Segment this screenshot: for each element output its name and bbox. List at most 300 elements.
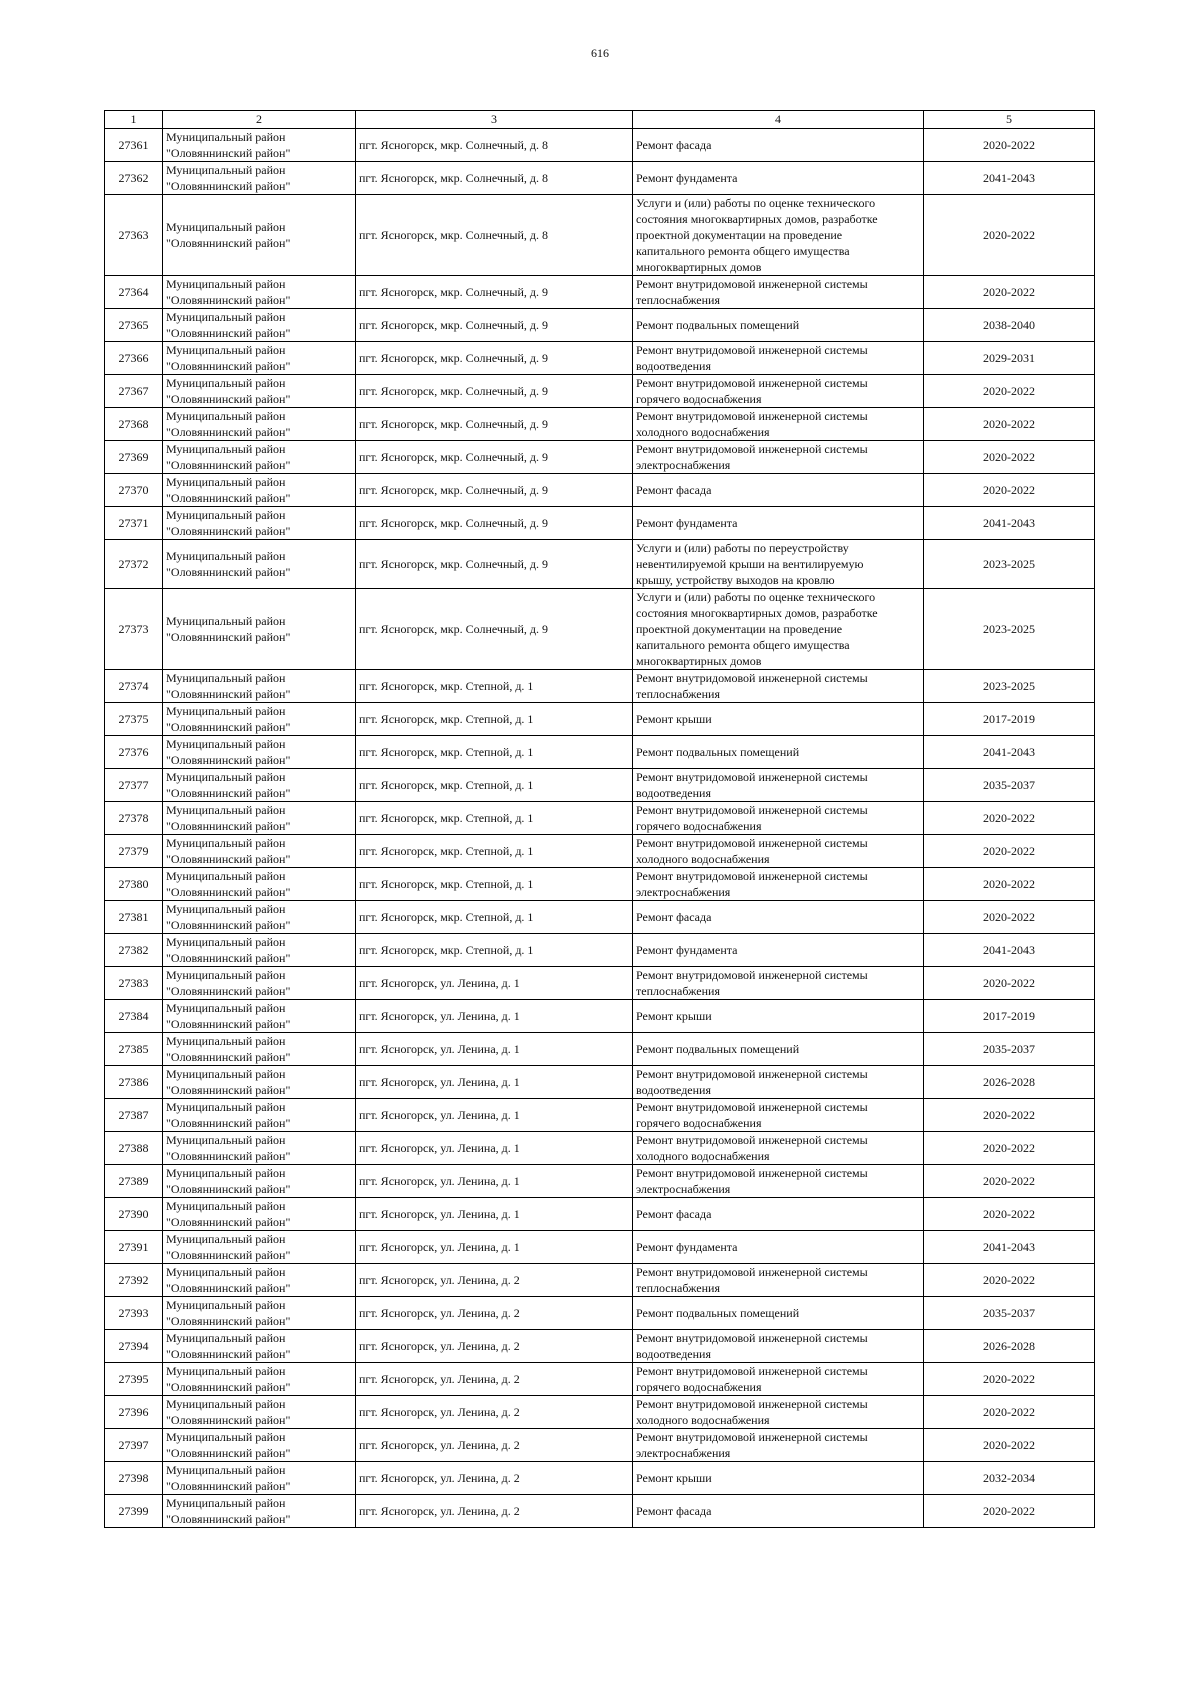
row-number-cell: 27388	[105, 1132, 163, 1165]
municipality-cell	[163, 1429, 356, 1462]
row-number-cell: 27391	[105, 1231, 163, 1264]
municipality-line: Муниципальный район	[166, 737, 286, 751]
municipality-cell	[163, 1495, 356, 1528]
period-cell: 2020-2022	[924, 1495, 1095, 1528]
work-type-cell	[633, 1231, 924, 1264]
address-cell: пгт. Ясногорск, ул. Ленина, д. 2	[356, 1264, 633, 1297]
work-type-line: Ремонт внутридомовой инженерной системы	[636, 671, 868, 685]
period-cell: 2020-2022	[924, 195, 1095, 276]
municipality-line: Муниципальный район	[166, 770, 286, 784]
work-type-line: Ремонт подвальных помещений	[636, 318, 800, 332]
municipality-line: "Оловяннинский район"	[166, 1446, 291, 1460]
period-cell: 2017-2019	[924, 703, 1095, 736]
municipality-line: "Оловяннинский район"	[166, 1083, 291, 1097]
row-number-cell: 27383	[105, 967, 163, 1000]
work-type-line: Ремонт фасада	[636, 483, 712, 497]
period-cell: 2020-2022	[924, 1396, 1095, 1429]
municipality-cell	[163, 441, 356, 474]
municipality-line: Муниципальный район	[166, 1265, 286, 1279]
municipality-line: Муниципальный район	[166, 475, 286, 489]
work-type-line: состояния многоквартирных домов, разработке	[636, 212, 878, 226]
table-row	[105, 589, 1095, 670]
row-number-cell: 27397	[105, 1429, 163, 1462]
work-type-line: Ремонт фасада	[636, 910, 712, 924]
period-cell: 2020-2022	[924, 868, 1095, 901]
municipality-line: "Оловяннинский район"	[166, 1116, 291, 1130]
row-number-cell: 27361	[105, 129, 163, 162]
address-cell: пгт. Ясногорск, мкр. Солнечный, д. 9	[356, 540, 633, 589]
row-number-cell: 27364	[105, 276, 163, 309]
table-row	[105, 769, 1095, 802]
work-type-cell	[633, 901, 924, 934]
municipality-line: Муниципальный район	[166, 343, 286, 357]
municipality-line: "Оловяннинский район"	[166, 392, 291, 406]
municipality-cell	[163, 1000, 356, 1033]
municipality-cell	[163, 540, 356, 589]
table-row	[105, 835, 1095, 868]
work-type-cell	[633, 540, 924, 589]
municipality-line: "Оловяннинский район"	[166, 1380, 291, 1394]
work-type-line: Ремонт внутридомовой инженерной системы	[636, 1166, 868, 1180]
period-cell: 2041-2043	[924, 736, 1095, 769]
municipality-cell	[163, 901, 356, 934]
work-type-line: Ремонт внутридомовой инженерной системы	[636, 442, 868, 456]
work-type-line: Ремонт внутридомовой инженерной системы	[636, 1133, 868, 1147]
column-header-2: 2	[163, 111, 356, 129]
municipality-cell	[163, 967, 356, 1000]
table-row	[105, 901, 1095, 934]
table-row	[105, 309, 1095, 342]
period-cell: 2020-2022	[924, 276, 1095, 309]
municipality-line: Муниципальный район	[166, 508, 286, 522]
work-type-line: теплоснабжения	[636, 1281, 720, 1295]
work-type-line: водоотведения	[636, 359, 711, 373]
municipality-cell	[163, 162, 356, 195]
municipality-line: Муниципальный район	[166, 1364, 286, 1378]
table-row	[105, 1264, 1095, 1297]
municipality-line: Муниципальный район	[166, 803, 286, 817]
work-type-cell	[633, 589, 924, 670]
period-cell: 2020-2022	[924, 1429, 1095, 1462]
municipality-line: "Оловяннинский район"	[166, 1347, 291, 1361]
work-type-cell	[633, 868, 924, 901]
row-number-cell: 27395	[105, 1363, 163, 1396]
municipality-line: "Оловяннинский район"	[166, 687, 291, 701]
municipality-line: Муниципальный район	[166, 409, 286, 423]
municipality-line: "Оловяннинский район"	[166, 951, 291, 965]
work-type-line: Ремонт подвальных помещений	[636, 1306, 800, 1320]
work-type-line: электроснабжения	[636, 1182, 731, 1196]
address-cell: пгт. Ясногорск, ул. Ленина, д. 1	[356, 1066, 633, 1099]
work-type-cell	[633, 703, 924, 736]
period-cell: 2035-2037	[924, 1297, 1095, 1330]
address-cell: пгт. Ясногорск, мкр. Солнечный, д. 9	[356, 375, 633, 408]
municipality-line: "Оловяннинский район"	[166, 1413, 291, 1427]
period-cell: 2020-2022	[924, 375, 1095, 408]
period-cell: 2020-2022	[924, 441, 1095, 474]
work-type-line: теплоснабжения	[636, 293, 720, 307]
municipality-line: Муниципальный район	[166, 1067, 286, 1081]
work-type-line: Ремонт внутридомовой инженерной системы	[636, 836, 868, 850]
work-type-line: Ремонт внутридомовой инженерной системы	[636, 770, 868, 784]
table-row	[105, 441, 1095, 474]
work-type-line: Ремонт фасада	[636, 138, 712, 152]
period-cell: 2023-2025	[924, 540, 1095, 589]
address-cell: пгт. Ясногорск, мкр. Солнечный, д. 8	[356, 195, 633, 276]
work-type-line: водоотведения	[636, 1083, 711, 1097]
row-number-cell: 27373	[105, 589, 163, 670]
period-cell: 2020-2022	[924, 408, 1095, 441]
work-type-line: горячего водоснабжения	[636, 1116, 762, 1130]
period-cell: 2035-2037	[924, 1033, 1095, 1066]
period-cell: 2041-2043	[924, 1231, 1095, 1264]
row-number-cell: 27398	[105, 1462, 163, 1495]
municipality-line: Муниципальный район	[166, 1298, 286, 1312]
row-number-cell: 27399	[105, 1495, 163, 1528]
address-cell: пгт. Ясногорск, мкр. Степной, д. 1	[356, 868, 633, 901]
municipality-line: Муниципальный район	[166, 1133, 286, 1147]
work-type-line: теплоснабжения	[636, 687, 720, 701]
work-type-line: горячего водоснабжения	[636, 1380, 762, 1394]
table-row	[105, 408, 1095, 441]
municipality-line: Муниципальный район	[166, 310, 286, 324]
table-row	[105, 802, 1095, 835]
municipality-cell	[163, 802, 356, 835]
municipality-cell	[163, 408, 356, 441]
work-type-line: Ремонт подвальных помещений	[636, 1042, 800, 1056]
row-number-cell: 27379	[105, 835, 163, 868]
work-type-cell	[633, 1132, 924, 1165]
row-number-cell: 27396	[105, 1396, 163, 1429]
row-number-cell: 27366	[105, 342, 163, 375]
row-number-cell: 27367	[105, 375, 163, 408]
municipality-line: Муниципальный район	[166, 614, 286, 628]
address-cell: пгт. Ясногорск, ул. Ленина, д. 1	[356, 1099, 633, 1132]
period-cell: 2020-2022	[924, 129, 1095, 162]
municipality-line: "Оловяннинский район"	[166, 984, 291, 998]
municipality-line: "Оловяннинский район"	[166, 1314, 291, 1328]
work-type-cell	[633, 1429, 924, 1462]
page-number: 616	[591, 46, 609, 60]
municipality-line: "Оловяннинский район"	[166, 630, 291, 644]
address-cell: пгт. Ясногорск, мкр. Степной, д. 1	[356, 901, 633, 934]
work-type-cell	[633, 474, 924, 507]
address-cell: пгт. Ясногорск, ул. Ленина, д. 2	[356, 1429, 633, 1462]
work-type-cell	[633, 342, 924, 375]
work-type-line: состояния многоквартирных домов, разработке	[636, 606, 878, 620]
table-row	[105, 276, 1095, 309]
table-row	[105, 736, 1095, 769]
table-body	[105, 129, 1095, 1528]
municipality-cell	[163, 1165, 356, 1198]
work-type-cell	[633, 1033, 924, 1066]
table-row	[105, 1066, 1095, 1099]
municipality-line: Муниципальный район	[166, 220, 286, 234]
municipality-line: Муниципальный район	[166, 968, 286, 982]
municipality-line: "Оловяннинский район"	[166, 1479, 291, 1493]
municipality-cell	[163, 868, 356, 901]
row-number-cell: 27385	[105, 1033, 163, 1066]
address-cell: пгт. Ясногорск, мкр. Солнечный, д. 9	[356, 474, 633, 507]
period-cell: 2038-2040	[924, 309, 1095, 342]
work-type-cell	[633, 1363, 924, 1396]
municipality-line: "Оловяннинский район"	[166, 524, 291, 538]
work-type-cell	[633, 934, 924, 967]
work-type-line: горячего водоснабжения	[636, 819, 762, 833]
work-type-line: Ремонт внутридомовой инженерной системы	[636, 343, 868, 357]
table-row	[105, 934, 1095, 967]
period-cell: 2026-2028	[924, 1330, 1095, 1363]
row-number-cell: 27369	[105, 441, 163, 474]
municipality-line: Муниципальный район	[166, 704, 286, 718]
work-type-cell	[633, 309, 924, 342]
work-type-cell	[633, 276, 924, 309]
work-type-cell	[633, 769, 924, 802]
period-cell: 2041-2043	[924, 162, 1095, 195]
table-row	[105, 1099, 1095, 1132]
period-cell: 2020-2022	[924, 901, 1095, 934]
work-type-line: холодного водоснабжения	[636, 1149, 770, 1163]
table-row	[105, 1495, 1095, 1528]
municipality-line: "Оловяннинский район"	[166, 565, 291, 579]
work-type-cell	[633, 408, 924, 441]
table-row	[105, 540, 1095, 589]
row-number-cell: 27392	[105, 1264, 163, 1297]
municipality-line: "Оловяннинский район"	[166, 1149, 291, 1163]
address-cell: пгт. Ясногорск, мкр. Степной, д. 1	[356, 703, 633, 736]
work-type-cell	[633, 1396, 924, 1429]
address-cell: пгт. Ясногорск, мкр. Солнечный, д. 9	[356, 342, 633, 375]
address-cell: пгт. Ясногорск, мкр. Солнечный, д. 9	[356, 441, 633, 474]
work-type-cell	[633, 802, 924, 835]
work-type-cell	[633, 129, 924, 162]
work-type-line: Ремонт внутридомовой инженерной системы	[636, 968, 868, 982]
period-cell: 2020-2022	[924, 1264, 1095, 1297]
municipality-line: "Оловяннинский район"	[166, 1215, 291, 1229]
municipality-cell	[163, 276, 356, 309]
work-type-line: электроснабжения	[636, 458, 731, 472]
row-number-cell: 27363	[105, 195, 163, 276]
address-cell: пгт. Ясногорск, мкр. Степной, д. 1	[356, 802, 633, 835]
municipality-line: "Оловяннинский район"	[166, 852, 291, 866]
municipality-cell	[163, 507, 356, 540]
municipality-line: "Оловяннинский район"	[166, 753, 291, 767]
municipality-line: "Оловяннинский район"	[166, 326, 291, 340]
municipality-line: Муниципальный район	[166, 1199, 286, 1213]
address-cell: пгт. Ясногорск, ул. Ленина, д. 1	[356, 1033, 633, 1066]
address-cell: пгт. Ясногорск, ул. Ленина, д. 1	[356, 1231, 633, 1264]
municipality-cell	[163, 1264, 356, 1297]
period-cell: 2035-2037	[924, 769, 1095, 802]
municipality-line: "Оловяннинский район"	[166, 146, 291, 160]
period-cell: 2029-2031	[924, 342, 1095, 375]
municipality-line: "Оловяннинский район"	[166, 491, 291, 505]
work-type-line: невентилируемой крыши на вентилируемую	[636, 557, 864, 571]
municipality-line: "Оловяннинский район"	[166, 918, 291, 932]
address-cell: пгт. Ясногорск, ул. Ленина, д. 2	[356, 1297, 633, 1330]
work-type-line: капитального ремонта общего имущества	[636, 638, 850, 652]
municipality-cell	[163, 1363, 356, 1396]
municipality-cell	[163, 342, 356, 375]
row-number-cell: 27389	[105, 1165, 163, 1198]
municipality-line: Муниципальный район	[166, 902, 286, 916]
work-type-cell	[633, 1264, 924, 1297]
municipality-cell	[163, 835, 356, 868]
address-cell: пгт. Ясногорск, мкр. Солнечный, д. 9	[356, 408, 633, 441]
row-number-cell: 27384	[105, 1000, 163, 1033]
municipality-cell	[163, 474, 356, 507]
period-cell: 2020-2022	[924, 474, 1095, 507]
address-cell: пгт. Ясногорск, мкр. Солнечный, д. 8	[356, 162, 633, 195]
work-type-cell	[633, 1165, 924, 1198]
table-row	[105, 375, 1095, 408]
column-header-1: 1	[105, 111, 163, 129]
table-row	[105, 162, 1095, 195]
address-cell: пгт. Ясногорск, ул. Ленина, д. 2	[356, 1462, 633, 1495]
municipality-line: "Оловяннинский район"	[166, 786, 291, 800]
municipality-line: Муниципальный район	[166, 1463, 286, 1477]
period-cell: 2020-2022	[924, 802, 1095, 835]
municipality-line: Муниципальный район	[166, 1232, 286, 1246]
period-cell: 2026-2028	[924, 1066, 1095, 1099]
work-type-line: Ремонт внутридомовой инженерной системы	[636, 1265, 868, 1279]
table-row	[105, 1363, 1095, 1396]
address-cell: пгт. Ясногорск, мкр. Степной, д. 1	[356, 835, 633, 868]
address-cell: пгт. Ясногорск, мкр. Солнечный, д. 9	[356, 589, 633, 670]
table-row	[105, 703, 1095, 736]
period-cell: 2023-2025	[924, 670, 1095, 703]
table-row	[105, 1396, 1095, 1429]
municipality-line: Муниципальный район	[166, 1034, 286, 1048]
work-type-line: капитального ремонта общего имущества	[636, 244, 850, 258]
work-type-line: Ремонт внутридомовой инженерной системы	[636, 1100, 868, 1114]
municipality-cell	[163, 934, 356, 967]
address-cell: пгт. Ясногорск, мкр. Степной, д. 1	[356, 670, 633, 703]
table-row	[105, 967, 1095, 1000]
address-cell: пгт. Ясногорск, мкр. Степной, д. 1	[356, 934, 633, 967]
work-type-line: Ремонт внутридомовой инженерной системы	[636, 409, 868, 423]
table-row	[105, 1033, 1095, 1066]
work-type-line: Ремонт фундамента	[636, 1240, 738, 1254]
table-row	[105, 1297, 1095, 1330]
work-type-line: крышу, устройству выходов на кровлю	[636, 573, 835, 587]
work-type-cell	[633, 967, 924, 1000]
work-type-cell	[633, 195, 924, 276]
municipality-line: Муниципальный район	[166, 1100, 286, 1114]
row-number-cell: 27387	[105, 1099, 163, 1132]
municipality-line: Муниципальный район	[166, 163, 286, 177]
municipality-cell	[163, 589, 356, 670]
work-type-line: Услуги и (или) работы по оценке технического	[636, 196, 876, 210]
work-type-line: холодного водоснабжения	[636, 425, 770, 439]
municipality-line: "Оловяннинский район"	[166, 1050, 291, 1064]
municipality-cell	[163, 129, 356, 162]
municipality-line: Муниципальный район	[166, 442, 286, 456]
work-type-line: Услуги и (или) работы по переустройству	[636, 541, 849, 555]
municipality-cell	[163, 703, 356, 736]
work-type-line: электроснабжения	[636, 885, 731, 899]
municipality-line: "Оловяннинский район"	[166, 179, 291, 193]
work-type-cell	[633, 835, 924, 868]
work-type-line: Ремонт внутридомовой инженерной системы	[636, 376, 868, 390]
municipality-cell	[163, 309, 356, 342]
table-header	[105, 111, 1095, 129]
municipality-line: Муниципальный район	[166, 671, 286, 685]
row-number-cell: 27382	[105, 934, 163, 967]
period-cell: 2017-2019	[924, 1000, 1095, 1033]
municipality-line: Муниципальный район	[166, 1496, 286, 1510]
table-row	[105, 868, 1095, 901]
municipality-cell	[163, 670, 356, 703]
row-number-cell: 27393	[105, 1297, 163, 1330]
table-row	[105, 129, 1095, 162]
work-type-line: Ремонт фасада	[636, 1504, 712, 1518]
municipality-line: Муниципальный район	[166, 1166, 286, 1180]
period-cell: 2020-2022	[924, 835, 1095, 868]
address-cell: пгт. Ясногорск, ул. Ленина, д. 2	[356, 1396, 633, 1429]
work-type-line: Услуги и (или) работы по оценке технического	[636, 590, 876, 604]
work-type-line: горячего водоснабжения	[636, 392, 762, 406]
municipality-line: Муниципальный район	[166, 130, 286, 144]
work-type-line: Ремонт фундамента	[636, 516, 738, 530]
municipality-cell	[163, 1396, 356, 1429]
municipality-cell	[163, 1297, 356, 1330]
municipality-line: Муниципальный район	[166, 836, 286, 850]
table-row	[105, 1462, 1095, 1495]
municipality-line: "Оловяннинский район"	[166, 1248, 291, 1262]
header-row	[105, 111, 1095, 129]
table-row	[105, 1231, 1095, 1264]
period-cell: 2020-2022	[924, 967, 1095, 1000]
work-type-line: Ремонт фасада	[636, 1207, 712, 1221]
municipality-line: "Оловяннинский район"	[166, 1017, 291, 1031]
work-type-cell	[633, 1330, 924, 1363]
table-row	[105, 1165, 1095, 1198]
column-header-3: 3	[356, 111, 633, 129]
work-type-cell	[633, 1066, 924, 1099]
municipality-line: Муниципальный район	[166, 549, 286, 563]
municipality-line: "Оловяннинский район"	[166, 885, 291, 899]
address-cell: пгт. Ясногорск, ул. Ленина, д. 1	[356, 967, 633, 1000]
address-cell: пгт. Ясногорск, ул. Ленина, д. 1	[356, 1132, 633, 1165]
table-row	[105, 1132, 1095, 1165]
work-type-line: водоотведения	[636, 1347, 711, 1361]
address-cell: пгт. Ясногорск, мкр. Солнечный, д. 9	[356, 276, 633, 309]
table-row	[105, 1000, 1095, 1033]
municipality-line: "Оловяннинский район"	[166, 1512, 291, 1526]
work-type-cell	[633, 1198, 924, 1231]
municipality-line: Муниципальный район	[166, 376, 286, 390]
row-number-cell: 27378	[105, 802, 163, 835]
work-type-cell	[633, 441, 924, 474]
work-type-line: Ремонт фундамента	[636, 943, 738, 957]
row-number-cell: 27390	[105, 1198, 163, 1231]
municipality-line: "Оловяннинский район"	[166, 359, 291, 373]
column-header-5: 5	[924, 111, 1095, 129]
work-type-cell	[633, 670, 924, 703]
work-type-line: Ремонт внутридомовой инженерной системы	[636, 1364, 868, 1378]
municipality-line: Муниципальный район	[166, 1397, 286, 1411]
row-number-cell: 27371	[105, 507, 163, 540]
row-number-cell: 27380	[105, 868, 163, 901]
row-number-cell: 27375	[105, 703, 163, 736]
address-cell: пгт. Ясногорск, ул. Ленина, д. 2	[356, 1330, 633, 1363]
work-type-line: электроснабжения	[636, 1446, 731, 1460]
municipality-cell	[163, 1330, 356, 1363]
work-type-cell	[633, 1495, 924, 1528]
table-row	[105, 507, 1095, 540]
municipality-cell	[163, 1462, 356, 1495]
